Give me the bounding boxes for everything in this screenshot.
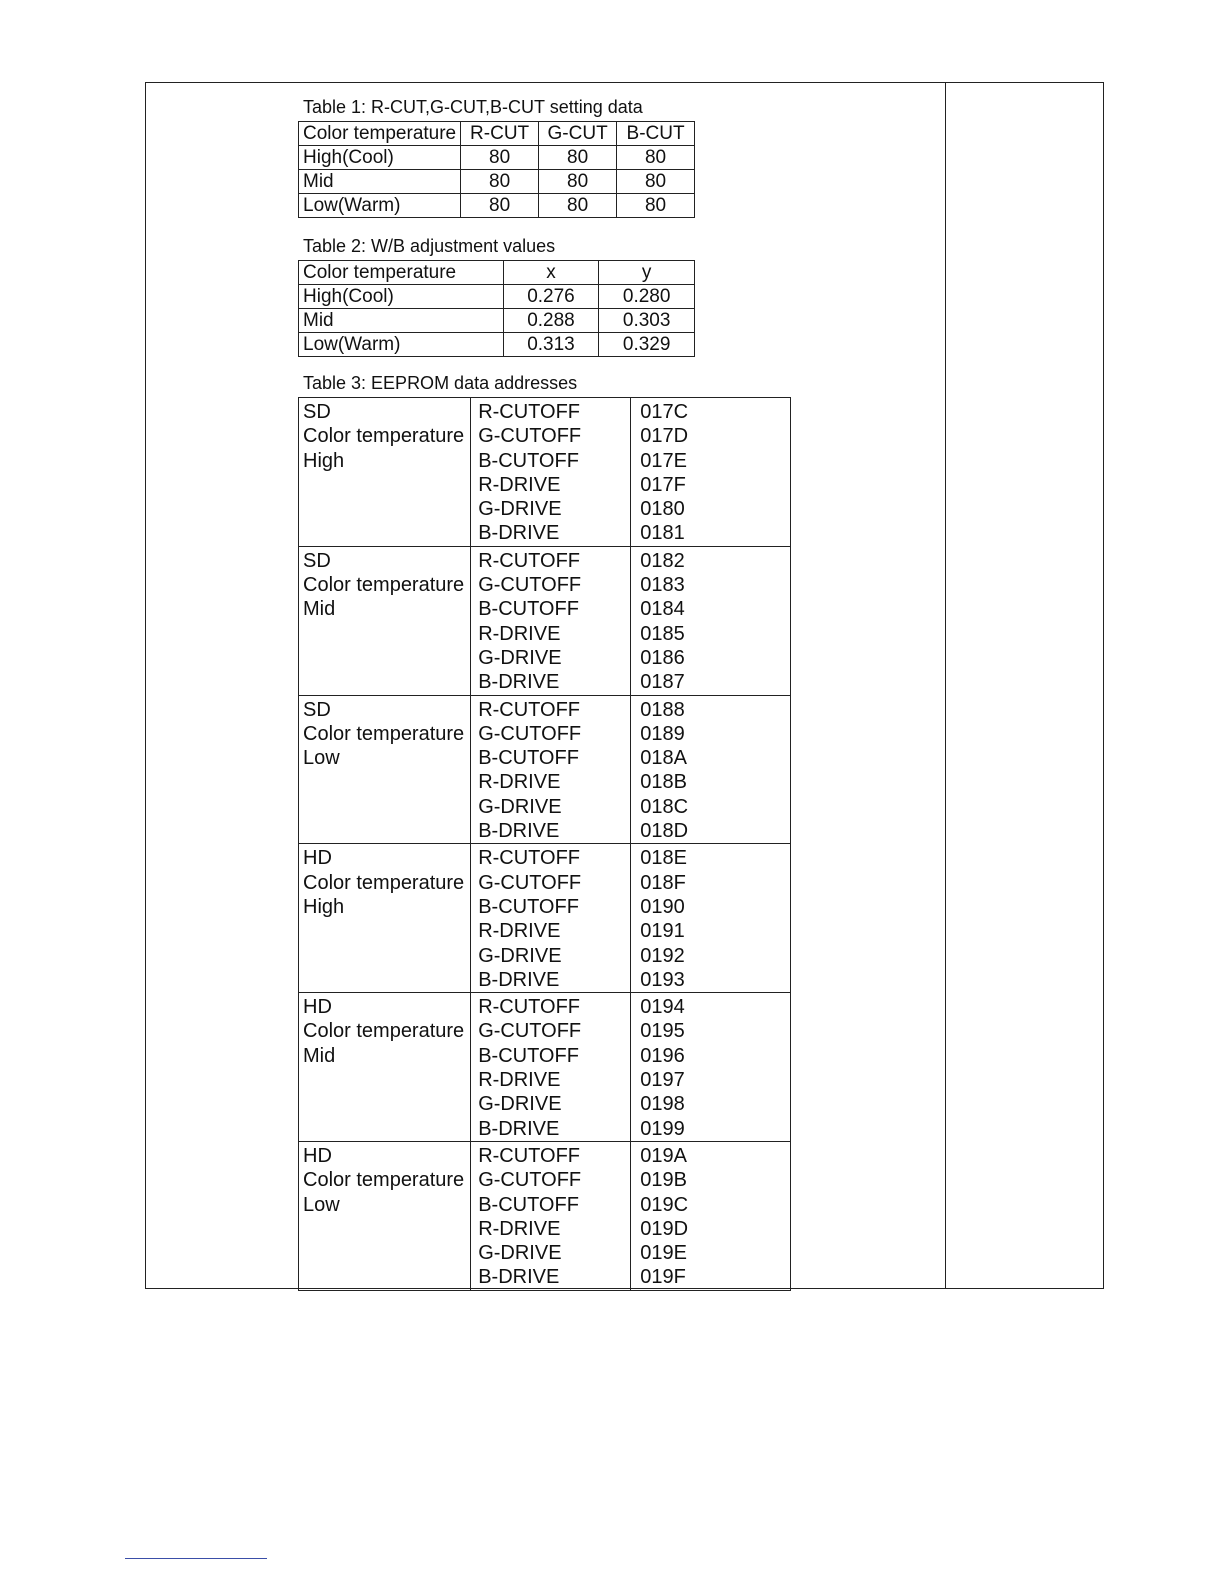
table3-item-cell [471,993,631,1142]
table3-item-cell [471,546,631,695]
table3-address: 018A [640,747,687,770]
table1-cell: 80 [539,194,617,218]
table3-item: G-DRIVE [478,1242,562,1265]
frame-divider [945,82,946,1289]
table3-address: 0180 [640,498,685,521]
table2-header-row [299,261,695,285]
table3-item: B-CUTOFF [478,598,579,621]
table3-item: B-DRIVE [478,671,560,694]
table2-cell: Low(Warm) [299,333,504,357]
table-row [299,146,695,170]
table3-address-cell [631,546,791,695]
table2-cell: 0.288 [503,309,599,333]
table3-address: 0184 [640,598,685,621]
table1-header: R-CUT [461,122,539,146]
table3-address: 019E [640,1242,687,1265]
table3-group-label: Color temperature [303,425,465,448]
table3-address-cell [631,695,791,844]
table3-item: B-DRIVE [478,1266,560,1289]
table3-group-label: Color temperature [303,1020,465,1043]
table3-group-label: Color temperature [303,574,465,597]
table3-group-label: Color temperature [303,1169,465,1192]
table3-item: B-CUTOFF [478,1044,579,1067]
table-row [299,1141,791,1290]
table3-address: 0197 [640,1069,685,1092]
table2-cell: 0.303 [599,309,695,333]
table1-header: B-CUT [617,122,695,146]
table2 [298,260,695,357]
table3-address: 0191 [640,920,685,943]
table3-item-cell [471,398,631,547]
table3-item: R-CUTOFF [478,401,581,423]
table3-address: 0185 [640,622,685,645]
table3-group-label: High [303,895,345,918]
table3-address: 0195 [640,1020,685,1043]
table3-item: B-CUTOFF [478,1193,579,1216]
table3-item: R-CUTOFF [478,549,581,572]
table1 [298,121,695,218]
table3-group-label: Low [303,1193,340,1216]
table-row [299,695,791,844]
table2-header: x [503,261,599,285]
table3-address: 017D [640,425,689,448]
table3-item: G-CUTOFF [478,722,582,745]
table1-cell: High(Cool) [299,146,461,170]
table3-address-cell [631,398,791,547]
table2-caption: Table 2: W/B adjustment values [303,236,556,256]
table3-address-cell [631,993,791,1142]
table3-address: 017E [640,449,687,472]
table3-item: R-CUTOFF [478,847,581,870]
table3-group-label-cell [299,844,471,993]
table3-address: 0192 [640,944,685,967]
table3-group-label: HD [303,996,332,1019]
table3-address: 019F [640,1266,686,1289]
table3-address: 018D [640,820,689,843]
table1-cell: 80 [617,146,695,170]
table3-address: 0182 [640,549,685,572]
table3 [298,397,791,1291]
table1-caption: Table 1: R-CUT,G-CUT,B-CUT setting data [303,97,643,117]
table3-item: G-CUTOFF [478,574,582,597]
table2-cell: 0.313 [503,333,599,357]
table-row [299,993,791,1142]
table3-item: B-DRIVE [478,968,560,991]
table3-item: G-DRIVE [478,944,562,967]
table3-item: R-DRIVE [478,1069,561,1092]
table-row [299,285,695,309]
table3-item: R-CUTOFF [478,1144,581,1167]
table1-cell: Low(Warm) [299,194,461,218]
table2-cell: 0.329 [599,333,695,357]
table3-address: 0196 [640,1044,685,1067]
table3-item: G-DRIVE [478,1093,562,1116]
table3-group-label: Color temperature [303,871,465,894]
table2-header: y [599,261,695,285]
table3-address: 0193 [640,968,685,991]
table3-caption: Table 3: EEPROM data addresses [303,373,578,393]
table3-group-label-cell [299,993,471,1142]
table3-address: 019C [640,1193,689,1216]
table3-address: 017F [640,473,686,496]
table3-group-label: Mid [303,598,336,621]
table3-item: B-DRIVE [478,820,560,843]
table3-group-label: Mid [303,1044,336,1067]
table2-cell: 0.280 [599,285,695,309]
table1-cell: 80 [539,170,617,194]
table3-address: 0198 [640,1093,685,1116]
table3-group-label: HD [303,847,332,870]
table3-group-label-cell [299,398,471,547]
table1-cell: 80 [461,146,539,170]
table3-address: 019A [640,1144,687,1167]
table-row [299,309,695,333]
table3-item: G-DRIVE [478,795,562,818]
table-row [299,546,791,695]
table2-cell: High(Cool) [299,285,504,309]
table3-item: G-DRIVE [478,646,562,669]
table3-group-label: Low [303,747,340,770]
table3-item: B-CUTOFF [478,747,579,770]
table3-group-label-cell [299,695,471,844]
table3-address: 0188 [640,698,685,721]
table3-address: 0186 [640,646,685,669]
table3-item: R-DRIVE [478,1217,561,1240]
table3-item-cell [471,695,631,844]
table1-cell: Mid [299,170,461,194]
table2-header: Color temperature [299,261,504,285]
table3-item: B-CUTOFF [478,449,579,472]
table3-item: B-CUTOFF [478,895,579,918]
table3-item-cell [471,844,631,993]
table1-header-row [299,122,695,146]
table1-cell: 80 [461,170,539,194]
table3-address: 019D [640,1217,689,1240]
table3-address-cell [631,844,791,993]
table3-address-cell [631,1141,791,1290]
table3-item: G-CUTOFF [478,1169,582,1192]
table2-cell: Mid [299,309,504,333]
table3-address: 0199 [640,1117,685,1140]
table3-address: 0194 [640,996,685,1019]
table3-item: B-DRIVE [478,522,560,545]
table3-address: 018C [640,795,689,818]
table1-header: G-CUT [539,122,617,146]
table3-group-label: SD [303,549,331,572]
table-row [299,844,791,993]
footnote-rule [125,1558,267,1559]
table3-group-label-cell [299,546,471,695]
table-row [299,194,695,218]
table3-address: 018F [640,871,686,894]
table3-item: G-CUTOFF [478,871,582,894]
table1-cell: 80 [461,194,539,218]
table3-item: R-CUTOFF [478,996,581,1019]
table3-group-label: High [303,449,345,472]
table3-item: G-DRIVE [478,498,562,521]
table-row [299,333,695,357]
table3-address: 019B [640,1169,687,1192]
table1-cell: 80 [617,194,695,218]
table2-cell: 0.276 [503,285,599,309]
table1-cell: 80 [539,146,617,170]
table3-address: 0181 [640,522,685,545]
table3-address: 0187 [640,671,685,694]
table3-group-label-cell [299,1141,471,1290]
table3-address: 0183 [640,574,685,597]
table3-item: R-DRIVE [478,771,561,794]
table3-address: 018E [640,847,687,870]
table3-group-label: SD [303,698,331,721]
table3-item: B-DRIVE [478,1117,560,1140]
table3-group-label: Color temperature [303,722,465,745]
table3-item-cell [471,1141,631,1290]
table-row [299,398,791,547]
table3-item: R-DRIVE [478,920,561,943]
table-row [299,170,695,194]
table3-address: 017C [640,401,689,423]
table3-item: R-DRIVE [478,622,561,645]
table1-header: Color temperature [299,122,461,146]
table3-item: R-CUTOFF [478,698,581,721]
table3-item: G-CUTOFF [478,1020,582,1043]
table3-group-label: HD [303,1144,332,1167]
table3-address: 0189 [640,722,685,745]
table3-item: R-DRIVE [478,473,561,496]
table3-address: 0190 [640,895,685,918]
table1-cell: 80 [617,170,695,194]
table3-item: G-CUTOFF [478,425,582,448]
table3-group-label: SD [303,401,331,423]
table3-address: 018B [640,771,687,794]
